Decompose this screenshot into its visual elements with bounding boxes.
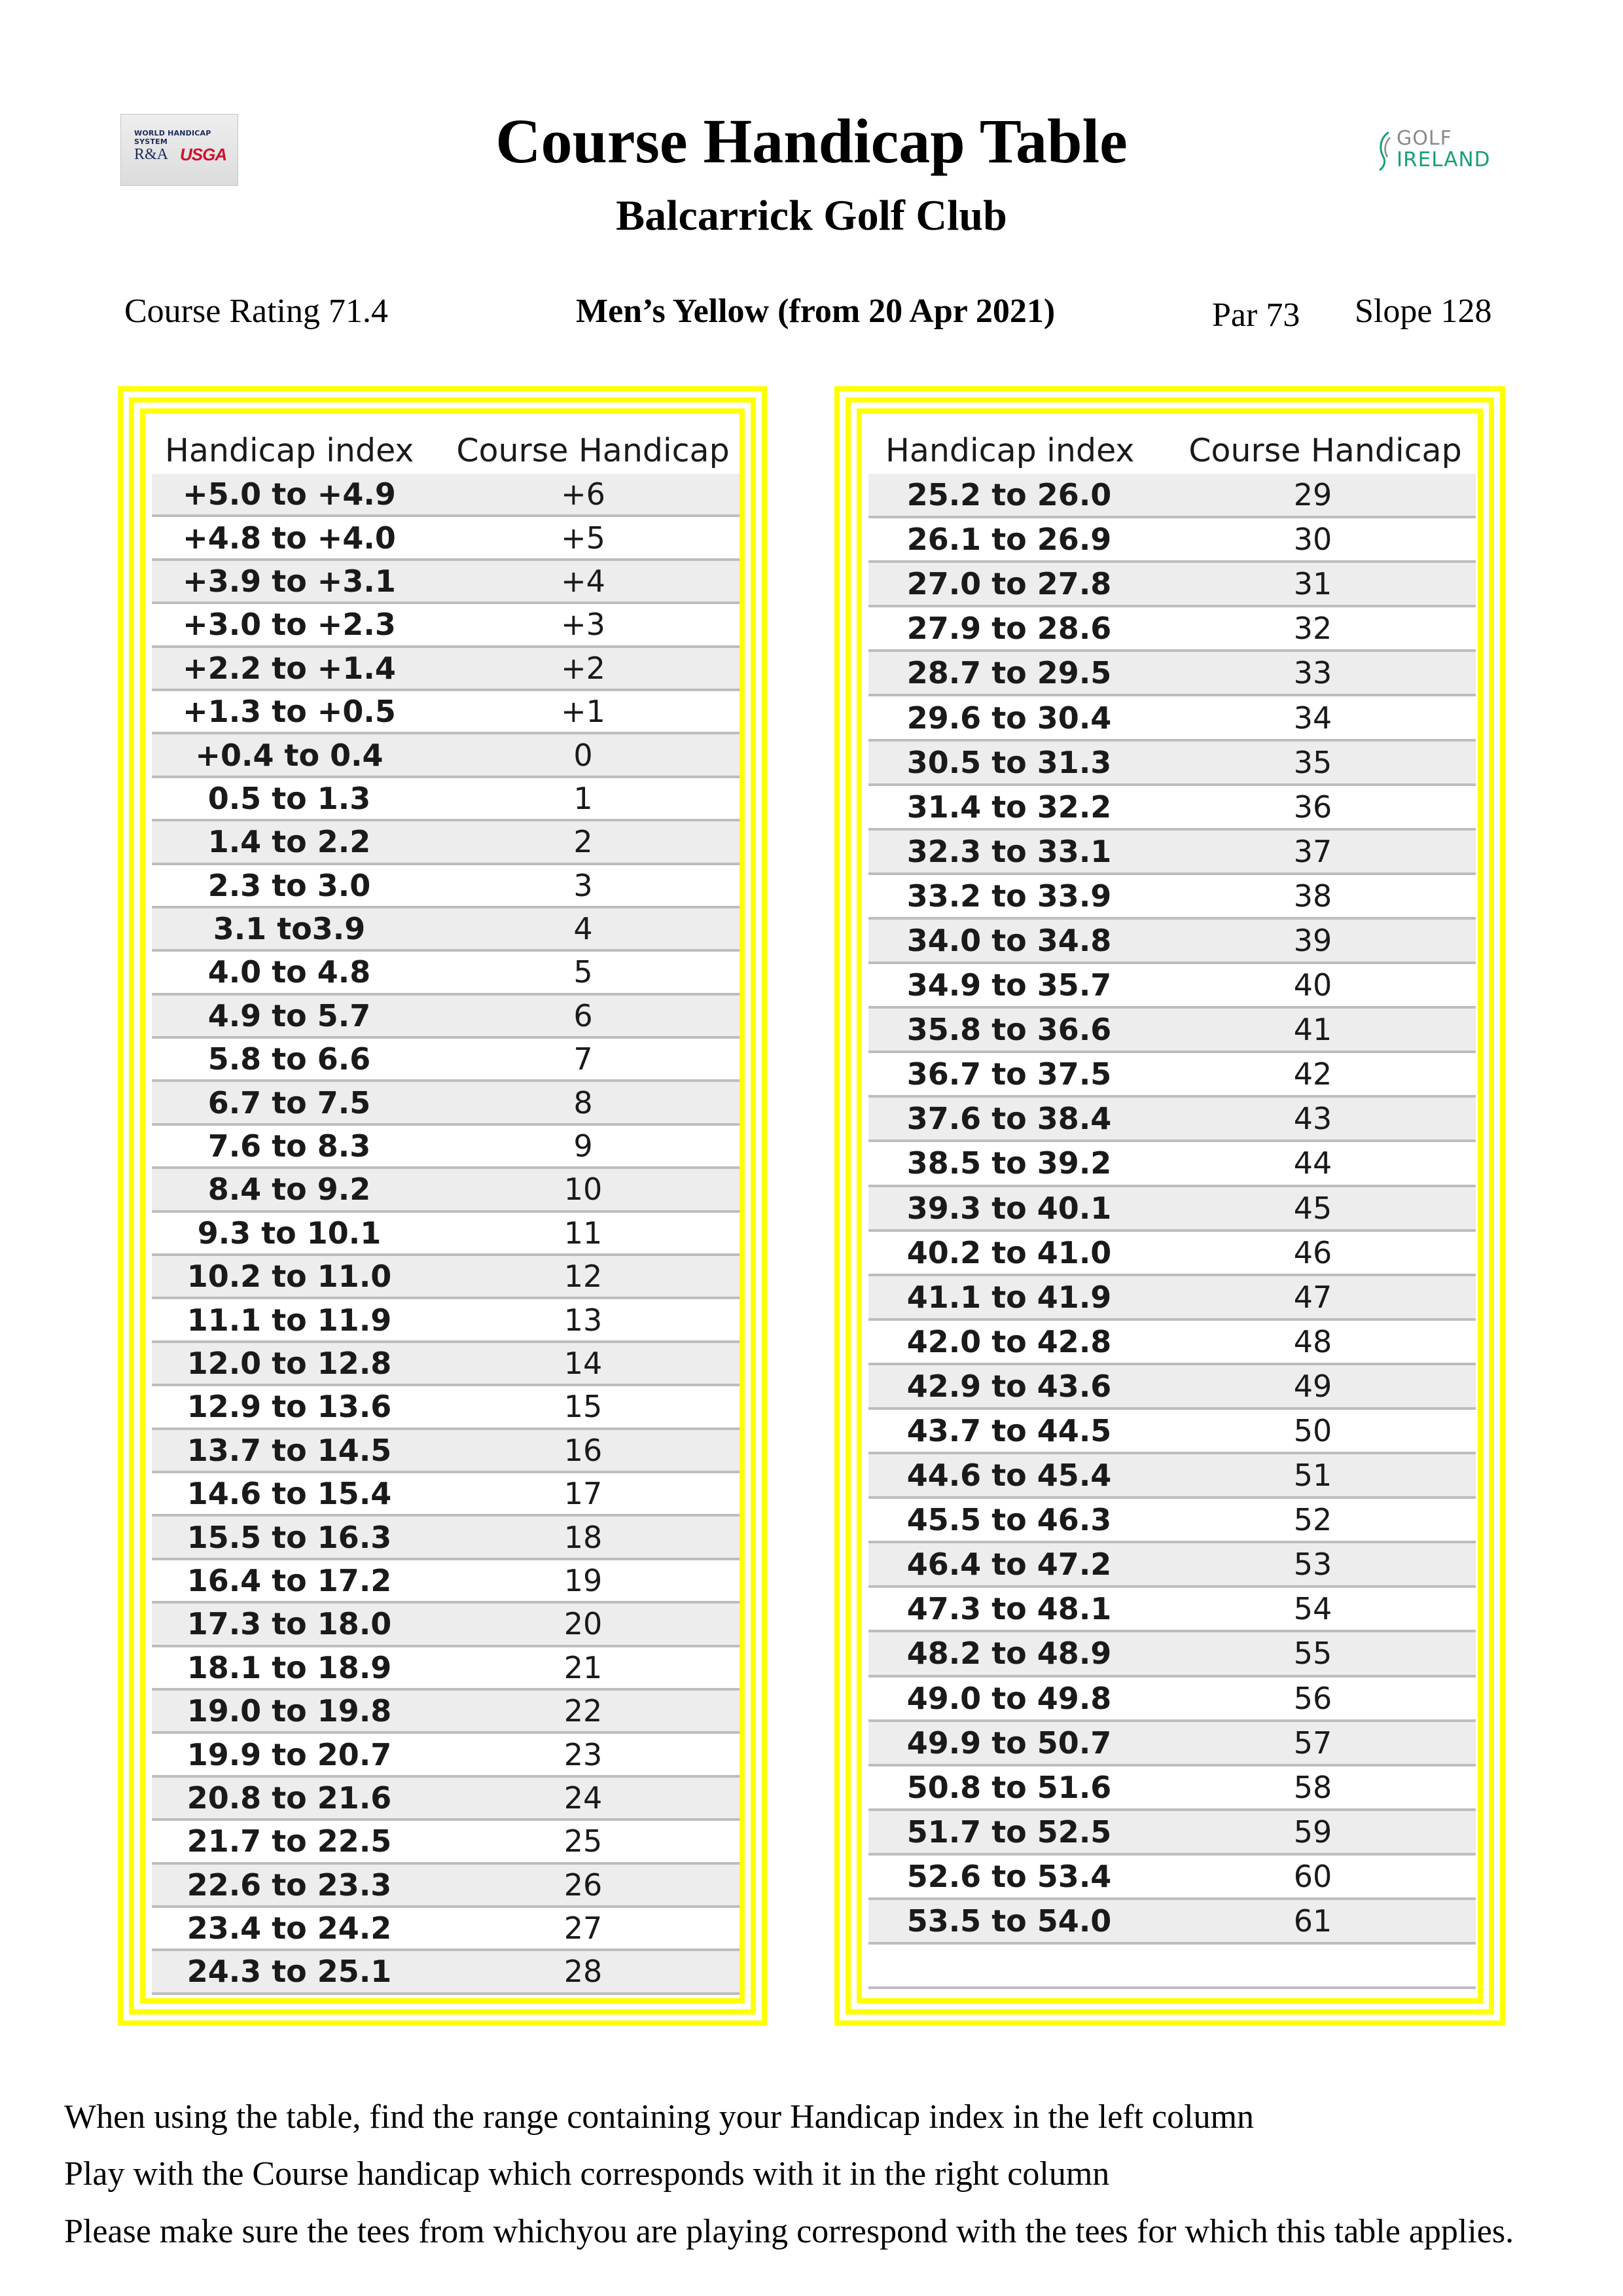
table-row — [152, 1908, 740, 1951]
course-handicap-cell: 59 — [1293, 1814, 1332, 1850]
handicap-index-cell: 50.8 to 51.6 — [906, 1769, 1112, 1805]
table-row — [152, 1386, 740, 1429]
table-row — [868, 742, 1476, 786]
table-row — [868, 875, 1476, 920]
course-handicap-cell: 1 — [573, 780, 593, 816]
course-handicap-cell: 60 — [1293, 1858, 1332, 1894]
left-table-header — [152, 427, 740, 474]
course-handicap-cell: 51 — [1293, 1458, 1332, 1494]
course-handicap-cell: 32 — [1293, 611, 1332, 647]
slope-rating: Slope 128 — [1355, 293, 1492, 330]
table-row — [868, 1321, 1476, 1365]
course-handicap-cell: 56 — [1293, 1680, 1332, 1716]
course-handicap-cell: 50 — [1293, 1413, 1332, 1449]
handicap-index-cell: 49.0 to 49.8 — [906, 1680, 1112, 1716]
table-row — [868, 1410, 1476, 1454]
handicap-index-cell: 42.0 to 42.8 — [906, 1323, 1112, 1359]
handicap-index-cell: 19.9 to 20.7 — [187, 1736, 392, 1772]
handicap-index-cell: 9.3 to 10.1 — [197, 1215, 382, 1251]
handicap-index-cell: 10.2 to 11.0 — [187, 1259, 392, 1295]
course-handicap-cell: 39 — [1293, 922, 1332, 958]
course-handicap-cell: 41 — [1293, 1012, 1332, 1048]
handicap-index-cell: 13.7 to 14.5 — [187, 1432, 392, 1468]
handicap-index-cell: 5.8 to 6.6 — [207, 1041, 371, 1077]
course-handicap-cell: 52 — [1293, 1502, 1332, 1538]
table-row — [152, 1126, 740, 1169]
course-handicap-cell: 34 — [1293, 700, 1332, 736]
course-handicap-cell: 21 — [563, 1649, 603, 1685]
right-table-frame — [834, 386, 1505, 2026]
course-handicap-header: Course Handicap — [1188, 431, 1462, 469]
page-title: Course Handicap Table — [495, 106, 1128, 176]
table-row — [152, 1604, 740, 1647]
handicap-index-cell: 52.6 to 53.4 — [906, 1858, 1112, 1894]
table-row — [152, 648, 740, 691]
handicap-index-cell: 17.3 to 18.0 — [187, 1606, 392, 1642]
course-handicap-cell: 20 — [563, 1606, 603, 1642]
course-handicap-cell: 26 — [563, 1867, 603, 1903]
handicap-index-cell: 31.4 to 32.2 — [906, 789, 1112, 825]
handicap-index-cell: 11.1 to 11.9 — [187, 1302, 392, 1338]
table-row — [152, 1778, 740, 1821]
course-handicap-cell: 3 — [573, 867, 593, 903]
handicap-index-cell: 37.6 to 38.4 — [906, 1101, 1112, 1137]
course-handicap-cell: 29 — [1293, 477, 1332, 513]
course-handicap-cell: 61 — [1293, 1903, 1332, 1939]
table-row — [152, 1734, 740, 1777]
course-handicap-cell: 2 — [573, 824, 593, 860]
course-handicap-cell: 14 — [563, 1346, 603, 1381]
usga-logo-text: USGA — [180, 145, 227, 164]
table-row — [152, 604, 740, 647]
handicap-index-cell: 12.9 to 13.6 — [187, 1389, 392, 1425]
handicap-index-cell: 39.3 to 40.1 — [906, 1190, 1112, 1226]
course-handicap-header: Course Handicap — [456, 431, 730, 469]
course-handicap-cell: 43 — [1293, 1101, 1332, 1137]
course-handicap-cell: 48 — [1293, 1323, 1332, 1359]
table-row — [868, 1499, 1476, 1543]
course-handicap-cell: 30 — [1293, 522, 1332, 558]
handicap-index-cell: 27.9 to 28.6 — [906, 611, 1112, 647]
table-row — [868, 1677, 1476, 1722]
course-handicap-cell: 11 — [563, 1215, 603, 1251]
table-row — [152, 1082, 740, 1125]
handicap-index-cell: 3.1 to3.9 — [213, 911, 366, 947]
course-handicap-cell: +2 — [561, 650, 605, 686]
course-handicap-cell: 19 — [563, 1562, 603, 1598]
course-par: Par 73 — [1212, 296, 1300, 334]
table-row — [868, 831, 1476, 875]
table-row — [152, 1691, 740, 1734]
handicap-index-cell: 4.0 to 4.8 — [207, 954, 371, 990]
course-handicap-cell: +1 — [561, 694, 605, 730]
handicap-index-cell: 8.4 to 9.2 — [207, 1172, 371, 1208]
course-handicap-cell: 37 — [1293, 833, 1332, 869]
handicap-index-cell: 48.2 to 48.9 — [906, 1636, 1112, 1672]
golf-ireland-ireland-text: IRELAND — [1397, 148, 1491, 171]
handicap-index-cell: 45.5 to 46.3 — [906, 1502, 1112, 1538]
table-row — [868, 696, 1476, 741]
handicap-index-cell: 46.4 to 47.2 — [906, 1547, 1112, 1583]
table-row — [868, 1543, 1476, 1588]
table-row — [152, 1516, 740, 1560]
course-handicap-cell: 4 — [573, 911, 593, 947]
table-row — [868, 1053, 1476, 1098]
table-row — [868, 1187, 1476, 1232]
course-handicap-cell: 58 — [1293, 1769, 1332, 1805]
course-handicap-cell: 33 — [1293, 655, 1332, 691]
handicap-index-cell: +3.9 to +3.1 — [183, 563, 396, 599]
course-handicap-cell: 35 — [1293, 744, 1332, 780]
course-handicap-cell: 0 — [573, 737, 593, 773]
table-row — [868, 1588, 1476, 1632]
course-handicap-cell: 57 — [1293, 1725, 1332, 1761]
course-handicap-cell: +6 — [561, 476, 605, 512]
table-row — [868, 1454, 1476, 1499]
table-row — [152, 1865, 740, 1908]
handicap-index-cell: 1.4 to 2.2 — [207, 824, 371, 860]
handicap-index-header: Handicap index — [165, 431, 414, 469]
handicap-index-cell: 40.2 to 41.0 — [906, 1234, 1112, 1270]
left-table-body — [152, 474, 740, 1995]
handicap-index-cell: 34.0 to 34.8 — [906, 922, 1112, 958]
handicap-index-cell: 23.4 to 24.2 — [187, 1910, 392, 1946]
course-handicap-cell: 9 — [573, 1128, 593, 1164]
table-row — [868, 1098, 1476, 1142]
table-row — [152, 1169, 740, 1212]
course-handicap-cell: 7 — [573, 1041, 593, 1077]
course-handicap-cell: 22 — [563, 1693, 603, 1729]
course-handicap-cell: 49 — [1293, 1368, 1332, 1404]
right-table-body — [868, 474, 1476, 1989]
course-handicap-cell: 38 — [1293, 878, 1332, 914]
rna-logo-text: R&A — [134, 146, 169, 163]
table-row — [868, 518, 1476, 563]
handicap-index-cell: 15.5 to 16.3 — [187, 1519, 392, 1555]
handicap-index-cell: +1.3 to +0.5 — [183, 694, 396, 730]
table-row — [152, 734, 740, 778]
course-handicap-cell: 16 — [563, 1432, 603, 1468]
table-row — [868, 964, 1476, 1009]
handicap-index-cell: 27.0 to 27.8 — [906, 566, 1112, 602]
handicap-index-cell: 26.1 to 26.9 — [906, 522, 1112, 558]
course-handicap-cell: 46 — [1293, 1234, 1332, 1270]
table-row — [152, 517, 740, 560]
table-row — [152, 952, 740, 995]
handicap-index-cell: 4.9 to 5.7 — [207, 997, 371, 1033]
course-handicap-cell: 8 — [573, 1085, 593, 1121]
handicap-index-cell: 42.9 to 43.6 — [906, 1368, 1112, 1404]
right-table-header — [868, 427, 1476, 474]
table-row — [868, 1945, 1476, 1989]
handicap-index-cell: 6.7 to 7.5 — [207, 1085, 371, 1121]
table-row — [152, 821, 740, 865]
handicap-index-cell: 19.0 to 19.8 — [187, 1693, 392, 1729]
table-row — [868, 1632, 1476, 1677]
table-row — [152, 778, 740, 821]
course-handicap-cell: 44 — [1293, 1145, 1332, 1181]
course-handicap-cell: 6 — [573, 997, 593, 1033]
course-rating: Course Rating 71.4 — [124, 293, 388, 330]
course-handicap-cell: 25 — [563, 1823, 603, 1859]
course-handicap-cell: +3 — [561, 607, 605, 643]
handicap-index-cell: +5.0 to +4.9 — [183, 476, 396, 512]
handicap-index-cell: 35.8 to 36.6 — [906, 1012, 1112, 1048]
handicap-index-cell: 24.3 to 25.1 — [187, 1954, 392, 1990]
table-row — [152, 1430, 740, 1473]
handicap-index-cell: 44.6 to 45.4 — [906, 1458, 1112, 1494]
table-row — [868, 920, 1476, 964]
handicap-index-cell: 36.7 to 37.5 — [906, 1056, 1112, 1092]
course-handicap-cell: +4 — [561, 563, 605, 599]
handicap-index-cell: 14.6 to 15.4 — [187, 1476, 392, 1512]
course-handicap-cell: 13 — [563, 1302, 603, 1338]
instruction-line-2: Play with the Course handicap which corresponds with it in the right column — [64, 2155, 1110, 2193]
table-row — [868, 1142, 1476, 1187]
handicap-index-cell: 21.7 to 22.5 — [187, 1823, 392, 1859]
course-handicap-cell: 45 — [1293, 1190, 1332, 1226]
course-handicap-cell: 12 — [563, 1259, 603, 1295]
course-handicap-cell: 55 — [1293, 1636, 1332, 1672]
table-row — [868, 1856, 1476, 1900]
left-handicap-table — [152, 427, 740, 1995]
table-row — [868, 1811, 1476, 1856]
handicap-index-cell: 28.7 to 29.5 — [906, 655, 1112, 691]
handicap-index-cell: 7.6 to 8.3 — [207, 1128, 371, 1164]
course-handicap-cell: 17 — [563, 1476, 603, 1512]
handicap-index-cell: 30.5 to 31.3 — [906, 744, 1112, 780]
golf-ireland-golf-text: GOLF — [1397, 127, 1452, 150]
table-row — [152, 1256, 740, 1299]
course-handicap-cell: 10 — [563, 1172, 603, 1208]
handicap-index-cell: 20.8 to 21.6 — [187, 1780, 392, 1816]
table-row — [868, 1009, 1476, 1053]
table-row — [152, 1039, 740, 1082]
table-row — [868, 607, 1476, 652]
handicap-index-cell: 47.3 to 48.1 — [906, 1591, 1112, 1627]
table-row — [868, 1365, 1476, 1410]
table-row — [152, 691, 740, 734]
table-row — [868, 1900, 1476, 1945]
course-handicap-cell: 53 — [1293, 1547, 1332, 1583]
table-row — [152, 1299, 740, 1342]
handicap-index-cell: 33.2 to 33.9 — [906, 878, 1112, 914]
course-handicap-cell: 18 — [563, 1519, 603, 1555]
handicap-index-cell: 16.4 to 17.2 — [187, 1562, 392, 1598]
course-handicap-cell: 28 — [563, 1954, 603, 1990]
handicap-index-cell: 43.7 to 44.5 — [906, 1413, 1112, 1449]
course-handicap-cell: 47 — [1293, 1279, 1332, 1315]
table-row — [152, 1213, 740, 1256]
course-handicap-cell: 24 — [563, 1780, 603, 1816]
table-row — [868, 1722, 1476, 1767]
table-row — [152, 908, 740, 952]
handicap-index-cell: 29.6 to 30.4 — [906, 700, 1112, 736]
table-row — [868, 786, 1476, 831]
handicap-index-header: Handicap index — [885, 431, 1135, 469]
handicap-index-cell: 2.3 to 3.0 — [207, 867, 371, 903]
handicap-index-cell: 51.7 to 52.5 — [906, 1814, 1112, 1850]
handicap-index-cell: 53.5 to 54.0 — [906, 1903, 1112, 1939]
table-row — [868, 1232, 1476, 1276]
course-handicap-cell: 42 — [1293, 1056, 1332, 1092]
whs-logo-text: WORLD HANDICAP SYSTEM — [134, 129, 211, 146]
course-handicap-cell: +5 — [561, 520, 605, 556]
table-row — [868, 1276, 1476, 1321]
instruction-line-1: When using the table, find the range containing your Handicap index in the left column — [64, 2098, 1255, 2136]
table-row — [152, 1951, 740, 1994]
handicap-index-cell: 0.5 to 1.3 — [207, 780, 371, 816]
table-row — [868, 474, 1476, 518]
table-row — [152, 1560, 740, 1604]
table-row — [152, 1343, 740, 1386]
instruction-line-3: Please make sure the tees from whichyou are playing correspond with the tees for which this table applies. — [64, 2213, 1514, 2250]
tee-description: Men’s Yellow (from 20 Apr 2021) — [576, 293, 1056, 330]
course-handicap-cell: 23 — [563, 1736, 603, 1772]
handicap-index-cell: 49.9 to 50.7 — [906, 1725, 1112, 1761]
table-row — [152, 1647, 740, 1691]
handicap-index-cell: 18.1 to 18.9 — [187, 1649, 392, 1685]
handicap-index-cell: +2.2 to +1.4 — [183, 650, 396, 686]
handicap-index-cell: 25.2 to 26.0 — [906, 477, 1112, 513]
course-handicap-cell: 27 — [563, 1910, 603, 1946]
handicap-index-cell: 22.6 to 23.3 — [187, 1867, 392, 1903]
course-handicap-cell: 36 — [1293, 789, 1332, 825]
table-row — [152, 474, 740, 517]
table-row — [152, 865, 740, 908]
handicap-index-cell: 12.0 to 12.8 — [187, 1346, 392, 1381]
table-row — [152, 561, 740, 604]
table-row — [152, 1821, 740, 1864]
handicap-index-cell: +4.8 to +4.0 — [183, 520, 396, 556]
course-handicap-cell: 54 — [1293, 1591, 1332, 1627]
handicap-index-cell: 41.1 to 41.9 — [906, 1279, 1112, 1315]
left-table-frame — [118, 386, 767, 2026]
table-row — [868, 563, 1476, 607]
handicap-index-cell: +3.0 to +2.3 — [183, 607, 396, 643]
handicap-index-cell: 32.3 to 33.1 — [906, 833, 1112, 869]
club-name: Balcarrick Golf Club — [616, 192, 1007, 240]
course-handicap-cell: 5 — [573, 954, 593, 990]
handicap-index-cell: 34.9 to 35.7 — [906, 967, 1112, 1003]
handicap-index-cell: 38.5 to 39.2 — [906, 1145, 1112, 1181]
table-row — [152, 996, 740, 1039]
course-handicap-cell: 40 — [1293, 967, 1332, 1003]
handicap-index-cell: +0.4 to 0.4 — [195, 737, 383, 773]
table-row — [868, 652, 1476, 696]
table-row — [868, 1767, 1476, 1811]
right-handicap-table — [868, 427, 1476, 1989]
table-row — [152, 1473, 740, 1516]
course-handicap-cell: 15 — [563, 1389, 603, 1425]
course-handicap-cell: 31 — [1293, 566, 1332, 602]
